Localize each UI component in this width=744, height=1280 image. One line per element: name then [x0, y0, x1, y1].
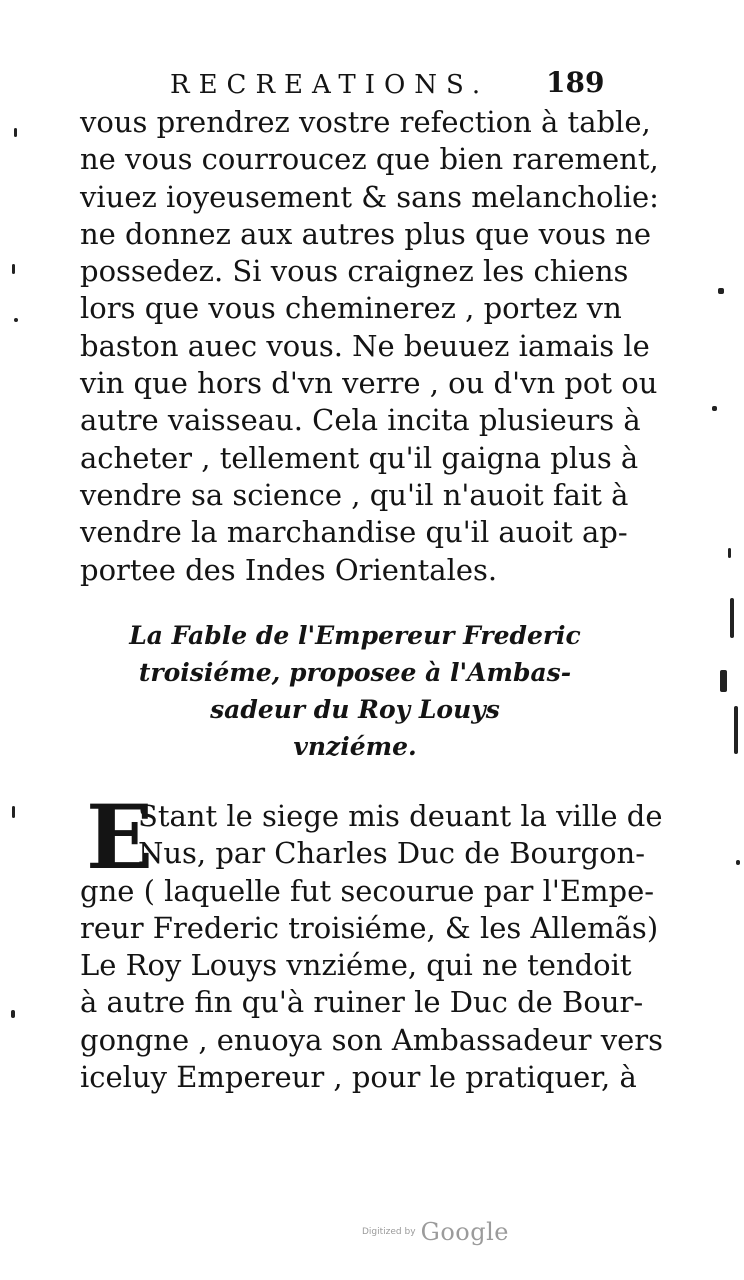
text-line: vendre la marchandise qu'il auoit ap- — [80, 515, 628, 550]
text-line: acheter , tellement qu'il gaigna plus à — [80, 440, 639, 475]
text-line: vin que hors d'vn verre , ou d'vn pot ou — [80, 366, 658, 401]
text-line: ne donnez aux autres plus que vous ne — [80, 216, 652, 251]
text-line: lors que vous cheminerez , portez vn — [80, 291, 622, 326]
scan-speck — [718, 288, 724, 294]
text-line: ne vous courroucez que bien rarement, — [80, 142, 659, 177]
page-number: 189 — [546, 66, 605, 99]
text-line: Stant le siege mis deuant la ville de — [138, 799, 663, 833]
text-line: iceluy Empereur , pour le pratiquer, à — [80, 1060, 637, 1095]
scan-speck — [11, 1010, 15, 1018]
page-header — [150, 64, 610, 104]
text-line: Nus, par Charles Duc de Bourgon- — [138, 836, 646, 871]
text-line: baston auec vous. Ne beuuez iamais le — [80, 328, 650, 363]
scan-speck — [730, 598, 734, 638]
scan-speck — [720, 670, 727, 692]
scan-speck — [14, 318, 18, 322]
text-line: reur Frederic troisiéme, & les Allemãs) — [80, 910, 659, 945]
digitization-watermark — [362, 1218, 509, 1248]
text-line: autre vaisseau. Cela incita plusieurs à — [80, 403, 641, 438]
running-title: RECREATIONS. — [170, 70, 490, 100]
scan-speck — [712, 406, 717, 411]
scan-speck — [728, 548, 731, 558]
scan-speck — [734, 706, 738, 754]
drop-cap: E — [86, 785, 154, 889]
chapter-title-line: La Fable de l'Empereur Frederic — [129, 621, 581, 650]
scan-speck — [12, 264, 15, 274]
google-logo-text: Google — [420, 1218, 509, 1246]
text-line: vendre sa science , qu'il n'auoit fait à — [80, 477, 629, 512]
text-line: possedez. Si vous craignez les chiens — [80, 254, 629, 289]
digitized-by-label: Digitized by — [362, 1227, 416, 1237]
scan-speck — [736, 860, 740, 865]
text-line: viuez ioyeusement & sans melancholie: — [80, 179, 659, 214]
text-line: vous prendrez vostre refection à table, — [80, 105, 651, 139]
text-line: à autre fin qu'à ruiner le Duc de Bour- — [80, 985, 644, 1020]
chapter-title — [120, 617, 590, 765]
chapter-paragraph — [80, 785, 663, 1096]
text-line: gongne , enuoya son Ambassadeur vers — [80, 1022, 663, 1057]
scan-speck — [14, 128, 17, 137]
chapter-title-line: troisiéme, proposee à l'Ambas- — [138, 658, 572, 687]
chapter-title-line: sadeur du Roy Louys — [210, 695, 500, 724]
text-line: gne ( laquelle fut secourue par l'Empe- — [80, 873, 655, 908]
chapter-title-line: vnziéme. — [293, 732, 417, 761]
text-line: Le Roy Louys vnziéme, qui ne tendoit — [80, 948, 632, 983]
scan-speck — [12, 806, 15, 818]
body-paragraph — [80, 104, 659, 589]
text-line: portee des Indes Orientales. — [80, 552, 498, 587]
